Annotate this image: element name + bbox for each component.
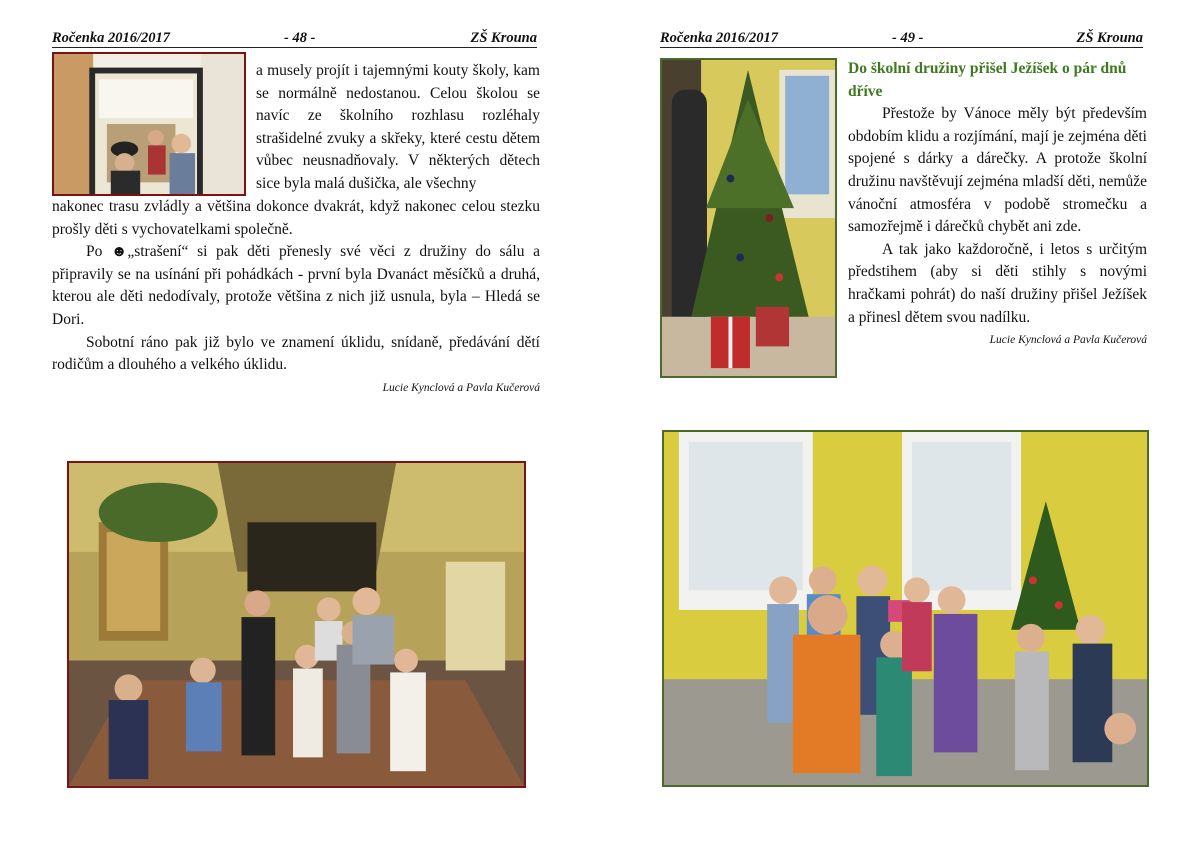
paragraph-2: A tak jako každoročně, i letos s určitým předstihem (aby si děti stihly s novými hračkami pohrát) do naší družiny přišel Ježíšek a přinesl dětem svou nadílku. (848, 240, 1147, 326)
photo-christmas-tree (660, 58, 837, 378)
page-49 (600, 0, 1200, 848)
photo-group-in-corridor (67, 461, 526, 788)
article-column-text: a musely projít i tajemnými kouty školy, kam se normálně nedostanou. Celou školou se navíc ze školního rozhlasu rozléhaly strašidelné zvuky a skřeky, které cestu dětem vůbec neusnadňovaly. V některých dětech sice byla malá dušička, ale všechny (256, 62, 540, 192)
paragraph-continued: nakonec trasu zvládly a většina dokonce dvakrát, když nakonec celou stezku prošly děti s vychovatelkami společně. (52, 198, 540, 238)
article-title: Do školní družiny přišel Ježíšek o pár dnů dříve (848, 60, 1127, 100)
school-name: ZŠ Krouna (1076, 30, 1143, 46)
running-header-48 (52, 30, 537, 48)
photo-children-in-doorway (52, 52, 246, 196)
page-number: - 49 - (892, 30, 924, 46)
yearbook-title: Ročenka 2016/2017 (52, 30, 171, 46)
author-credit: Lucie Kynclová a Pavla Kučerová (989, 334, 1147, 347)
paragraph-2: Po ☻„strašení“ si pak děti přenesly své věci z družiny do sálu a připravily se na usínání při pohádkách - první byla Dvanáct měsíčků a druhá, kterou ale děti nedodívaly, protože většina z nich již usnula, byla – Hledá se Dori. (52, 243, 540, 328)
school-name: ZŠ Krouna (470, 30, 537, 46)
paragraph-1: Přestože by Vánoce měly být především obdobím klidu a rozjímání, mají je zejména děti spojené s dárky a dárečky. A protože školní družinu navštěvují zejména mladší děti, nemůže vánoční atmosféra v podobě stromečku a samozřejmě i dárečků chybět ani zde. (848, 105, 1147, 236)
article-christmas (848, 58, 1147, 348)
photo-children-with-gifts (662, 430, 1149, 787)
yearbook-title: Ročenka 2016/2017 (660, 30, 779, 46)
running-header-49 (660, 30, 1143, 48)
paragraph-3: Sobotní ráno pak již bylo ve znamení úklidu, snídaně, předávání dětí rodičům a dlouhého a velkého úklidu. (52, 333, 540, 374)
article-continued (52, 196, 540, 396)
page-number: - 48 - (284, 30, 316, 46)
author-credit: Lucie Kynclová a Pavla Kučerová (382, 381, 540, 394)
